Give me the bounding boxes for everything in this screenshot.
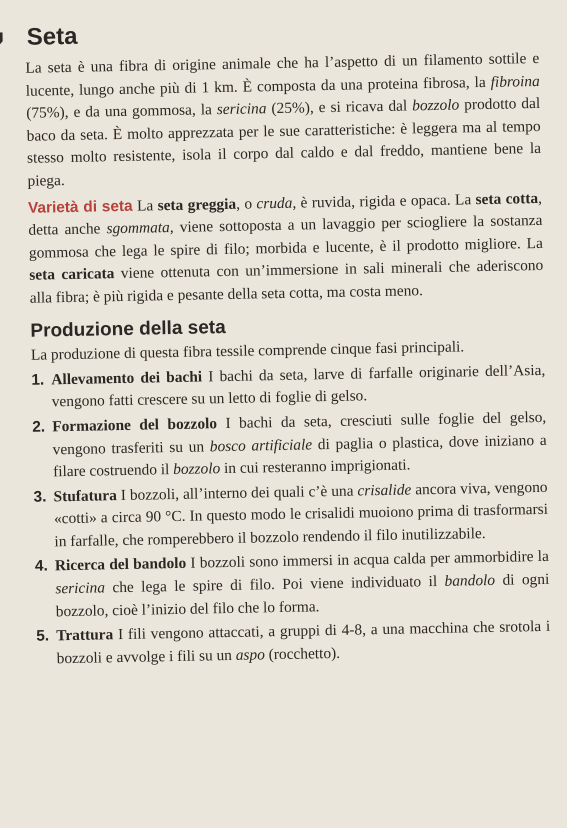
varieta-text: , è ruvida, rigida e opaca. La — [292, 190, 476, 212]
term-crisalide: crisalide — [357, 481, 412, 500]
term-bosco-artificiale: bosco artificiale — [209, 435, 313, 455]
intro-paragraph — [25, 48, 542, 193]
term-seta-caricata: seta caricata — [29, 265, 115, 285]
step-text: I bozzoli, all’interno dei quali c’è una — [116, 482, 358, 504]
page-content — [25, 48, 551, 671]
step-text: ancora viva, vengono «cotti» a circa 90 °C. In questo modo le crisalidi muoiono prima di trasformarsi in farfalle, che romperebbero il bozzolo rendendo il filo inutilizzabile. — [53, 478, 549, 551]
step-title: Ricerca del bandolo — [54, 555, 187, 575]
list-item — [33, 477, 548, 555]
step-number: 2. — [32, 418, 46, 436]
step-number: 4. — [34, 557, 48, 576]
varieta-text: La — [132, 196, 158, 215]
intro-text: prodotto dal baco da seta. È molto apprezzata per le sue caratteristiche: è leggera ma al tempo stesso molto resistente, isola il corpo dal caldo e dal freddo, mantiene bene la piega. — [26, 95, 542, 190]
step-number: 5. — [36, 627, 50, 645]
term-bandolo: bandolo — [444, 571, 496, 590]
step-text: I bachi da seta, larve di farfalle originarie dell’Asia, vengono fatti crescere su un letto di foglie di gelso. — [51, 361, 546, 411]
produzione-lead: La produzione di questa fibra tessile comprende cinque fasi principali. — [30, 338, 465, 364]
step-text: (rocchetto). — [264, 644, 341, 664]
term-bozzolo: bozzolo — [412, 96, 460, 115]
term-fibroina: fibroina — [490, 72, 540, 91]
production-steps-list — [31, 360, 551, 672]
list-item — [32, 407, 547, 485]
term-sericina: sericina — [55, 579, 106, 598]
term-sgommata: sgommata — [106, 219, 170, 238]
term-seta-cotta: seta cotta — [475, 189, 539, 208]
step-title: Formazione del bozzolo — [52, 415, 218, 436]
varieta-paragraph — [28, 187, 544, 310]
step-text: che lega le spire di filo. Poi viene individuato il — [104, 572, 445, 597]
step-number: 1. — [31, 371, 45, 389]
varieta-text: viene ottenuta con un’immersione in sali minerali che aderiscono alla fibra; è più rigida e pesante della seta cotta, ma costa meno. — [29, 257, 544, 307]
intro-text: La seta è una fibra di origine animale che ha l’aspetto di un filamento sottile e lucente, lungo anche più di 1 km. È composta da una proteina fibrosa, la — [25, 49, 540, 100]
term-bozzolo: bozzolo — [173, 460, 221, 479]
step-text: I bozzoli sono immersi in acqua calda per ammorbidire la — [186, 548, 549, 573]
term-sericina: sericina — [216, 100, 267, 119]
step-text: di paglia o plastica, dove iniziano a filare costruendo il — [52, 431, 547, 481]
intro-text: (75%), e da una gommosa, la — [26, 101, 218, 122]
step-text: in cui resteranno imprigionati. — [220, 456, 411, 478]
list-item — [31, 360, 546, 415]
term-aspo: aspo — [235, 646, 266, 664]
step-number: 3. — [33, 488, 47, 506]
step-text: I bachi da seta, cresciuti sulle foglie del gelso, vengono trasferiti su un — [52, 408, 547, 458]
varieta-text: , o — [235, 194, 257, 213]
term-seta-greggia: seta greggia — [157, 195, 237, 214]
step-text: I fili vengono attaccati, a gruppi di 4-8, a una macchina che srotola i bozzoli e avvolge i fili su un — [56, 618, 551, 668]
varieta-text: , viene sottoposta a un lavaggio per sciogliere la sostanza gommosa che lega le spire di filo; morbida e lucente, è il prodotto migliore. La — [28, 212, 543, 262]
list-item — [35, 546, 550, 624]
step-title: Stufatura — [53, 486, 118, 506]
intro-text: (25%), e si ricava dal — [266, 97, 413, 118]
section-marker — [0, 32, 3, 48]
list-item — [36, 616, 551, 671]
term-cruda: cruda — [256, 194, 293, 212]
step-title: Allevamento dei bachi — [51, 368, 203, 389]
step-title: Trattura — [56, 626, 114, 645]
varieta-text: , detta anche — [28, 189, 543, 239]
step-text: di ogni bozzolo, cioè l’inizio del filo che lo forma. — [55, 570, 550, 620]
varieta-heading: Varietà di seta — [27, 197, 133, 217]
page-title: Seta — [26, 22, 78, 51]
section-heading-produzione: Produzione della seta — [30, 316, 226, 342]
